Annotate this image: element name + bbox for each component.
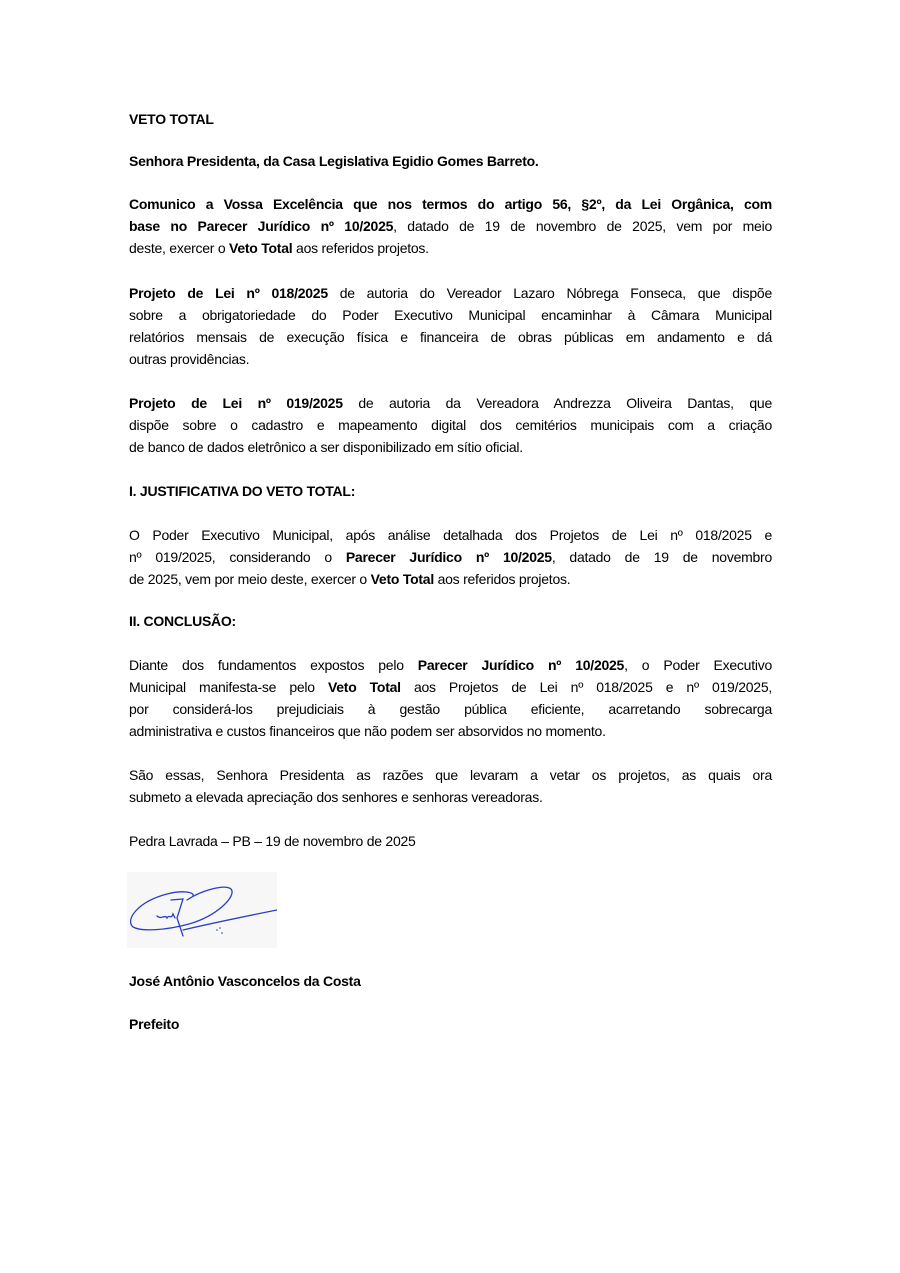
text-line [129, 654, 772, 676]
bold-text: Parecer Jurídico nº 10/2025 [345, 549, 552, 565]
text: deste, exercer o [129, 240, 230, 256]
closing-paragraph [129, 764, 772, 808]
text-line [129, 720, 772, 742]
text: Pedra Lavrada – PB – 19 de novembro de 2025 [129, 833, 416, 849]
bold-text: base no Parecer Jurídico nº 10/2025 [129, 218, 394, 234]
title [129, 108, 772, 130]
text: aos referidos projetos. [292, 240, 429, 256]
text: de banco de dados eletrônico a ser disponibilizado em sítio oficial. [129, 439, 523, 455]
bold-text: Prefeito [129, 1016, 180, 1032]
text-line [129, 970, 772, 992]
bold-text: Veto Total [327, 679, 401, 695]
text-line [129, 150, 772, 172]
text-line [129, 304, 772, 326]
conclusao-paragraph [129, 654, 772, 742]
section-justificativa-heading [129, 480, 772, 502]
text-line [129, 676, 772, 698]
communication-paragraph [129, 193, 772, 259]
section-conclusao-heading [129, 610, 772, 632]
justificativa-paragraph [129, 524, 772, 590]
text-line [129, 568, 772, 590]
text-line [129, 392, 772, 414]
text: , o Poder Executivo [624, 657, 773, 673]
text-line [129, 193, 772, 215]
bold-text: Projeto de Lei nº 019/2025 [129, 395, 343, 411]
text-line [129, 698, 772, 720]
bold-text: Parecer Jurídico nº 10/2025 [417, 657, 625, 673]
bold-text: VETO TOTAL [129, 111, 214, 127]
text-line [129, 348, 772, 370]
text: O Poder Executivo Municipal, após análise detalhada dos Projetos de Lei nº 018/2025 e [129, 527, 772, 543]
text: administrativa e custos financeiros que não podem ser absorvidos no momento. [129, 723, 606, 739]
bold-text: I. JUSTIFICATIVA DO VETO TOTAL: [129, 483, 356, 499]
text: Municipal manifesta-se pelo [129, 679, 328, 695]
text: dispõe sobre o cadastro e mapeamento digital dos cemitérios municipais com a criação [129, 417, 772, 433]
bold-text: II. CONCLUSÃO: [129, 613, 236, 629]
bill-018-paragraph [129, 282, 772, 370]
bold-text: Comunico a Vossa Excelência que nos termos do artigo 56, §2º, da Lei Orgânica, com [129, 196, 772, 212]
text-line [129, 414, 772, 436]
signature-icon [127, 872, 277, 948]
text: relatórios mensais de execução física e financeira de obras públicas em andamento e dá [129, 329, 772, 345]
text-line [129, 480, 772, 502]
text-line [129, 1013, 772, 1035]
text-line [129, 215, 772, 237]
text: , datado de 19 de novembro de 2025, vem por meio [393, 218, 772, 234]
place-date [129, 830, 772, 852]
text: aos Projetos de Lei nº 018/2025 e nº 019/2025, [400, 679, 773, 695]
salutation [129, 150, 772, 172]
text-line [129, 786, 772, 808]
bold-text: Veto Total [229, 240, 293, 256]
text-line [129, 764, 772, 786]
signer-name [129, 970, 772, 992]
text-line [129, 237, 772, 259]
text-line [129, 282, 772, 304]
bold-text: Senhora Presidenta, da Casa Legislativa Egidio Gomes Barreto. [129, 153, 539, 169]
text: , datado de 19 de novembro [551, 549, 772, 565]
bold-text: José Antônio Vasconcelos da Costa [129, 973, 361, 989]
text: por considerá-los prejudiciais à gestão pública eficiente, acarretando sobrecarga [129, 701, 772, 717]
handwritten-signature [127, 872, 277, 948]
text: submeto a elevada apreciação dos senhores e senhoras vereadoras. [129, 789, 543, 805]
text-line [129, 436, 772, 458]
text-line [129, 524, 772, 546]
bold-text: Projeto de Lei nº 018/2025 [129, 285, 328, 301]
text: de 2025, vem por meio deste, exercer o [129, 571, 371, 587]
text-line [129, 108, 772, 130]
signer-title [129, 1013, 772, 1035]
text: outras providências. [129, 351, 250, 367]
text: sobre a obrigatoriedade do Poder Executivo Municipal encaminhar à Câmara Municipal [129, 307, 772, 323]
bill-019-paragraph [129, 392, 772, 458]
text-line [129, 326, 772, 348]
text: São essas, Senhora Presidenta as razões que levaram a vetar os projetos, as quais ora [129, 767, 772, 783]
text-line [129, 546, 772, 568]
text: Diante dos fundamentos expostos pelo [129, 657, 418, 673]
text-line [129, 610, 772, 632]
bold-text: Veto Total [370, 571, 434, 587]
text: nº 019/2025, considerando o [129, 549, 346, 565]
text: de autoria do Vereador Lazaro Nóbrega Fonseca, que dispõe [327, 285, 772, 301]
text: de autoria da Vereadora Andrezza Oliveira Dantas, que [342, 395, 772, 411]
text-line [129, 830, 772, 852]
text: aos referidos projetos. [433, 571, 571, 587]
